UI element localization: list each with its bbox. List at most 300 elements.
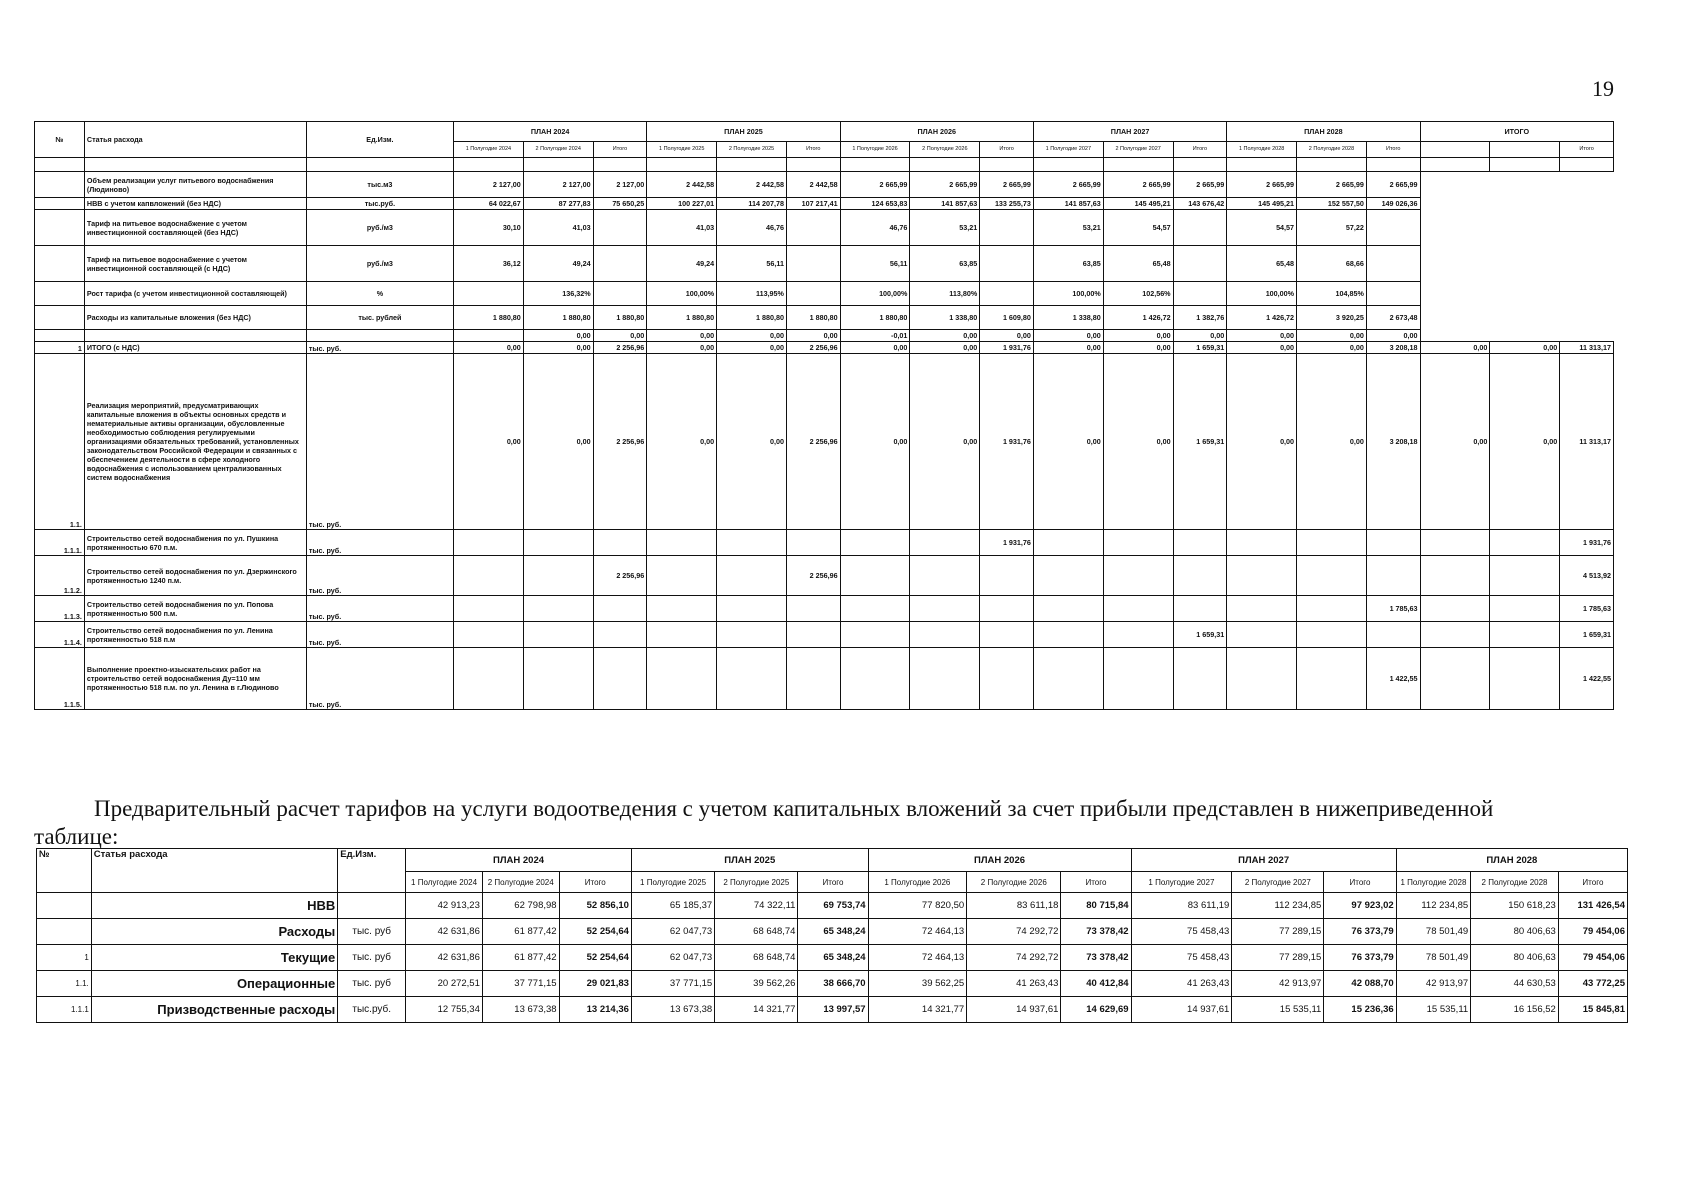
row-value bbox=[910, 556, 980, 596]
row-value: 54,57 bbox=[1103, 210, 1173, 246]
row-num: 1 bbox=[37, 945, 92, 971]
table-row bbox=[37, 997, 1628, 1023]
row-value: 1 931,76 bbox=[1560, 530, 1614, 556]
row-value: 77 820,50 bbox=[868, 893, 967, 919]
row-value bbox=[1103, 622, 1173, 648]
row-value: 0,00 bbox=[910, 342, 980, 354]
row-value bbox=[1173, 556, 1227, 596]
row-value: 2 673,48 bbox=[1366, 306, 1420, 330]
empty-cell bbox=[1490, 282, 1560, 306]
row-value: 1 880,80 bbox=[523, 306, 593, 330]
row-unit: тыс. руб. bbox=[306, 648, 453, 710]
row-value: 46,76 bbox=[717, 210, 787, 246]
row-value: 1 659,31 bbox=[1560, 622, 1614, 648]
row-value: 0,00 bbox=[1490, 342, 1560, 354]
table-row bbox=[35, 210, 1614, 246]
row-value: 36,12 bbox=[453, 246, 523, 282]
row-value: 37 771,15 bbox=[631, 971, 714, 997]
row-value bbox=[647, 648, 717, 710]
row-value bbox=[786, 648, 840, 710]
row-value: 65 348,24 bbox=[798, 945, 868, 971]
row-value: 11 313,17 bbox=[1560, 354, 1614, 530]
header-plan: ИТОГО bbox=[1420, 122, 1613, 142]
row-value: 2 665,99 bbox=[1366, 172, 1420, 198]
row-value bbox=[523, 530, 593, 556]
row-value bbox=[647, 556, 717, 596]
paragraph-line-1: Предварительный расчет тарифов на услуги водоотведения с учетом капитальных вложений за счет прибыли представлен в нижеприведенной bbox=[94, 796, 1494, 821]
row-item: НВВ с учетом капвложений (без НДС) bbox=[84, 198, 306, 210]
row-value: 1 931,76 bbox=[980, 354, 1034, 530]
row-value: 141 857,63 bbox=[910, 198, 980, 210]
spacer-cell bbox=[1103, 158, 1173, 172]
header-subperiod: 2 Полугодие 2027 bbox=[1232, 872, 1324, 893]
row-value: 74 292,72 bbox=[967, 945, 1061, 971]
row-value bbox=[453, 530, 523, 556]
row-num bbox=[35, 210, 85, 246]
row-value: 42 913,97 bbox=[1232, 971, 1324, 997]
header-subperiod: 1 Полугодие 2024 bbox=[406, 872, 483, 893]
row-value bbox=[1297, 530, 1367, 556]
row-num bbox=[35, 330, 85, 342]
row-value bbox=[717, 556, 787, 596]
row-value: 1 422,55 bbox=[1560, 648, 1614, 710]
header-subperiod: 1 Полугодие 2024 bbox=[453, 142, 523, 158]
row-value bbox=[453, 330, 523, 342]
empty-cell bbox=[1490, 330, 1560, 342]
row-value: 77 289,15 bbox=[1232, 945, 1324, 971]
row-value bbox=[840, 648, 910, 710]
table-row bbox=[35, 246, 1614, 282]
row-num: 1.1.5. bbox=[35, 648, 85, 710]
row-value: 40 412,84 bbox=[1061, 971, 1131, 997]
row-value: 1 382,76 bbox=[1173, 306, 1227, 330]
header-plan: ПЛАН 2027 bbox=[1131, 849, 1396, 872]
row-value: 87 277,83 bbox=[523, 198, 593, 210]
row-value: 1 931,76 bbox=[980, 342, 1034, 354]
row-value bbox=[1420, 648, 1490, 710]
row-num bbox=[35, 282, 85, 306]
row-value bbox=[1420, 556, 1490, 596]
row-value: 112 234,85 bbox=[1232, 893, 1324, 919]
spacer-cell bbox=[647, 158, 717, 172]
row-value bbox=[786, 622, 840, 648]
row-value: 52 254,64 bbox=[559, 945, 631, 971]
row-value bbox=[1366, 210, 1420, 246]
empty-cell bbox=[1490, 306, 1560, 330]
row-value bbox=[1297, 622, 1367, 648]
row-value: 2 442,58 bbox=[647, 172, 717, 198]
row-value: 0,00 bbox=[1173, 330, 1227, 342]
row-value bbox=[593, 596, 647, 622]
row-value: 1 785,63 bbox=[1366, 596, 1420, 622]
row-value: 0,00 bbox=[1227, 354, 1297, 530]
header-subperiod: 2 Полугодие 2027 bbox=[1103, 142, 1173, 158]
row-value: 13 214,36 bbox=[559, 997, 631, 1023]
row-value: 68 648,74 bbox=[715, 919, 798, 945]
row-value: 0,00 bbox=[717, 354, 787, 530]
row-value: 80 406,63 bbox=[1471, 945, 1559, 971]
row-value bbox=[786, 210, 840, 246]
header-item: Статья расхода bbox=[84, 122, 306, 158]
row-unit: тыс.руб. bbox=[306, 198, 453, 210]
header-subperiod: 1 Полугодие 2025 bbox=[631, 872, 714, 893]
row-value bbox=[593, 246, 647, 282]
row-value: 100,00% bbox=[647, 282, 717, 306]
spacer-cell bbox=[84, 158, 306, 172]
row-value bbox=[1173, 282, 1227, 306]
page-number: 19 bbox=[1592, 76, 1614, 101]
table-row bbox=[35, 354, 1614, 530]
header-subperiod bbox=[1490, 142, 1560, 158]
row-value: 61 877,42 bbox=[482, 919, 559, 945]
row-value: 145 495,21 bbox=[1227, 198, 1297, 210]
header-subperiod: 1 Полугодие 2026 bbox=[868, 872, 967, 893]
table-row bbox=[35, 306, 1614, 330]
spacer-cell bbox=[1033, 158, 1103, 172]
row-value: 141 857,63 bbox=[1033, 198, 1103, 210]
row-value: 112 234,85 bbox=[1396, 893, 1471, 919]
table-row bbox=[35, 530, 1614, 556]
table-row bbox=[35, 172, 1614, 198]
row-value bbox=[980, 210, 1034, 246]
row-value bbox=[980, 596, 1034, 622]
spacer-cell bbox=[1560, 158, 1614, 172]
row-value: 75 458,43 bbox=[1131, 945, 1232, 971]
row-value bbox=[1227, 530, 1297, 556]
row-num bbox=[37, 893, 92, 919]
row-value: 13 673,38 bbox=[631, 997, 714, 1023]
header-plan: ПЛАН 2027 bbox=[1033, 122, 1226, 142]
row-value: 46,76 bbox=[840, 210, 910, 246]
row-value: 41 263,43 bbox=[967, 971, 1061, 997]
row-value: 29 021,83 bbox=[559, 971, 631, 997]
row-unit: тыс.руб. bbox=[338, 997, 406, 1023]
row-value: 53,21 bbox=[1033, 210, 1103, 246]
row-value: 97 923,02 bbox=[1324, 893, 1396, 919]
row-value: 65 348,24 bbox=[798, 919, 868, 945]
row-value: 0,00 bbox=[453, 342, 523, 354]
row-value: 80 715,84 bbox=[1061, 893, 1131, 919]
table-row bbox=[37, 893, 1628, 919]
header-item: Статья расхода bbox=[91, 849, 338, 893]
empty-cell bbox=[1420, 282, 1490, 306]
table-row bbox=[37, 919, 1628, 945]
row-value bbox=[910, 596, 980, 622]
row-value: 44 630,53 bbox=[1471, 971, 1559, 997]
row-value: 79 454,06 bbox=[1558, 945, 1627, 971]
row-value: 113,80% bbox=[910, 282, 980, 306]
row-unit bbox=[338, 893, 406, 919]
row-value: 0,00 bbox=[786, 330, 840, 342]
row-value: 0,00 bbox=[1490, 354, 1560, 530]
row-value bbox=[1420, 530, 1490, 556]
row-value: 1 426,72 bbox=[1103, 306, 1173, 330]
row-value: 0,00 bbox=[717, 342, 787, 354]
row-value: 0,00 bbox=[647, 330, 717, 342]
row-value bbox=[1366, 556, 1420, 596]
spacer-cell bbox=[35, 158, 85, 172]
row-value: 0,00 bbox=[1103, 354, 1173, 530]
row-value: 30,10 bbox=[453, 210, 523, 246]
row-value: 75 650,25 bbox=[593, 198, 647, 210]
row-value: 100,00% bbox=[1227, 282, 1297, 306]
row-value bbox=[1227, 556, 1297, 596]
row-value: 2 127,00 bbox=[593, 172, 647, 198]
row-value: 2 442,58 bbox=[717, 172, 787, 198]
header-subperiod: 2 Полугодие 2025 bbox=[715, 872, 798, 893]
row-value: 3 208,18 bbox=[1366, 354, 1420, 530]
row-value: 143 676,42 bbox=[1173, 198, 1227, 210]
row-value: 2 256,96 bbox=[593, 556, 647, 596]
row-item bbox=[84, 330, 306, 342]
row-value bbox=[980, 556, 1034, 596]
row-value bbox=[980, 246, 1034, 282]
row-item: ИТОГО (с НДС) bbox=[84, 342, 306, 354]
row-value bbox=[1297, 648, 1367, 710]
row-value: 0,00 bbox=[840, 342, 910, 354]
table-row bbox=[35, 198, 1614, 210]
row-value: 72 464,13 bbox=[868, 945, 967, 971]
row-value: 42 913,97 bbox=[1396, 971, 1471, 997]
row-value: 56,11 bbox=[717, 246, 787, 282]
spacer-cell bbox=[786, 158, 840, 172]
row-num: 1.1.1 bbox=[37, 997, 92, 1023]
row-item: Расходы bbox=[91, 919, 338, 945]
header-unit: Ед.Изм. bbox=[338, 849, 406, 893]
row-value: 0,00 bbox=[840, 354, 910, 530]
row-value bbox=[593, 622, 647, 648]
spacer-cell bbox=[840, 158, 910, 172]
row-value: 15 535,11 bbox=[1396, 997, 1471, 1023]
row-value: 62 798,98 bbox=[482, 893, 559, 919]
row-value bbox=[1173, 210, 1227, 246]
row-value: 0,00 bbox=[1297, 330, 1367, 342]
row-value bbox=[647, 530, 717, 556]
row-item: Рост тарифа (с учетом инвестиционной составляющей) bbox=[84, 282, 306, 306]
row-value bbox=[647, 596, 717, 622]
row-item: Строительство сетей водоснабжения по ул. Попова протяженностью 500 п.м. bbox=[84, 596, 306, 622]
row-value: 2 256,96 bbox=[786, 342, 840, 354]
empty-cell bbox=[1420, 330, 1490, 342]
row-value bbox=[1103, 530, 1173, 556]
row-value bbox=[1103, 556, 1173, 596]
header-plan: ПЛАН 2028 bbox=[1227, 122, 1420, 142]
header-plan: ПЛАН 2024 bbox=[453, 122, 646, 142]
empty-cell bbox=[1560, 330, 1614, 342]
row-value: 52 856,10 bbox=[559, 893, 631, 919]
row-value: 13 673,38 bbox=[482, 997, 559, 1023]
header-subperiod: 1 Полугодие 2025 bbox=[647, 142, 717, 158]
spacer-cell bbox=[980, 158, 1034, 172]
row-value bbox=[1227, 648, 1297, 710]
row-value: 2 256,96 bbox=[786, 354, 840, 530]
row-value: 1 880,80 bbox=[786, 306, 840, 330]
row-num: 1.1. bbox=[35, 354, 85, 530]
header-subperiod: 1 Полугодие 2028 bbox=[1227, 142, 1297, 158]
row-value bbox=[1173, 246, 1227, 282]
row-num bbox=[35, 198, 85, 210]
row-value bbox=[1033, 622, 1103, 648]
row-value: 83 611,19 bbox=[1131, 893, 1232, 919]
row-value: 12 755,34 bbox=[406, 997, 483, 1023]
table-row bbox=[35, 330, 1614, 342]
row-value bbox=[910, 622, 980, 648]
header-num: № bbox=[37, 849, 92, 893]
row-value bbox=[523, 596, 593, 622]
row-value: 37 771,15 bbox=[482, 971, 559, 997]
row-item: НВВ bbox=[91, 893, 338, 919]
row-value bbox=[523, 556, 593, 596]
header-subperiod: Итого bbox=[798, 872, 868, 893]
row-value bbox=[1033, 596, 1103, 622]
row-unit: тыс. руб bbox=[338, 919, 406, 945]
row-num: 1.1.3. bbox=[35, 596, 85, 622]
row-value: 77 289,15 bbox=[1232, 919, 1324, 945]
row-value: 49,24 bbox=[523, 246, 593, 282]
row-value bbox=[1490, 596, 1560, 622]
row-value: 79 454,06 bbox=[1558, 919, 1627, 945]
header-plan: ПЛАН 2024 bbox=[406, 849, 632, 872]
row-unit: тыс. руб. bbox=[306, 556, 453, 596]
row-value: 65,48 bbox=[1227, 246, 1297, 282]
header-subperiod: 1 Полугодие 2028 bbox=[1396, 872, 1471, 893]
row-num: 1.1. bbox=[37, 971, 92, 997]
row-value: 0,00 bbox=[1297, 342, 1367, 354]
row-value bbox=[1490, 530, 1560, 556]
header-subperiod: 2 Полугодие 2025 bbox=[717, 142, 787, 158]
table-row bbox=[35, 342, 1614, 354]
row-value: 42 631,86 bbox=[406, 919, 483, 945]
row-item: Строительство сетей водоснабжения по ул. Ленина протяженностью 518 п.м bbox=[84, 622, 306, 648]
row-value: 150 618,23 bbox=[1471, 893, 1559, 919]
row-value: 15 845,81 bbox=[1558, 997, 1627, 1023]
row-value: 49,24 bbox=[647, 246, 717, 282]
row-value: 145 495,21 bbox=[1103, 198, 1173, 210]
header-plan: ПЛАН 2026 bbox=[868, 849, 1131, 872]
row-value: 1 931,76 bbox=[980, 530, 1034, 556]
table-row bbox=[35, 282, 1614, 306]
row-value bbox=[647, 622, 717, 648]
row-value bbox=[1490, 622, 1560, 648]
row-value bbox=[593, 282, 647, 306]
header-subperiod: Итого bbox=[980, 142, 1034, 158]
row-item: Выполнение проектно-изыскательских работ на строительство сетей водоснабжения Ду=110 мм протяженностью 518 п.м. по ул. Ленина в г.Людиново bbox=[84, 648, 306, 710]
row-value bbox=[1366, 246, 1420, 282]
row-value: 42 631,86 bbox=[406, 945, 483, 971]
row-value: 2 665,99 bbox=[980, 172, 1034, 198]
row-value: 2 127,00 bbox=[453, 172, 523, 198]
row-unit: тыс. руб. bbox=[306, 342, 453, 354]
empty-cell bbox=[1490, 210, 1560, 246]
row-value bbox=[1033, 556, 1103, 596]
row-value: 124 653,83 bbox=[840, 198, 910, 210]
row-value: 0,00 bbox=[523, 342, 593, 354]
row-value: 3 920,25 bbox=[1297, 306, 1367, 330]
row-value bbox=[1366, 622, 1420, 648]
row-value: 0,00 bbox=[593, 330, 647, 342]
row-value: 42 913,23 bbox=[406, 893, 483, 919]
row-value: 56,11 bbox=[840, 246, 910, 282]
row-value: 78 501,49 bbox=[1396, 919, 1471, 945]
header-subperiod: 1 Полугодие 2027 bbox=[1131, 872, 1232, 893]
row-value bbox=[593, 210, 647, 246]
spacer-cell bbox=[1297, 158, 1367, 172]
row-value: 0,00 bbox=[1033, 330, 1103, 342]
row-value bbox=[453, 556, 523, 596]
row-value: 11 313,17 bbox=[1560, 342, 1614, 354]
row-value: 14 321,77 bbox=[715, 997, 798, 1023]
empty-cell bbox=[1420, 306, 1490, 330]
sewerage-tariff-table bbox=[36, 848, 1628, 1023]
row-value: 113,95% bbox=[717, 282, 787, 306]
row-value: 2 665,99 bbox=[1103, 172, 1173, 198]
row-value bbox=[980, 282, 1034, 306]
row-unit: тыс. руб bbox=[338, 945, 406, 971]
row-value bbox=[1173, 530, 1227, 556]
row-unit: руб./м3 bbox=[306, 210, 453, 246]
row-value: 73 378,42 bbox=[1061, 945, 1131, 971]
header-plan: ПЛАН 2026 bbox=[840, 122, 1033, 142]
empty-cell bbox=[1420, 246, 1490, 282]
row-num: 1.1.2. bbox=[35, 556, 85, 596]
row-value: 43 772,25 bbox=[1558, 971, 1627, 997]
row-value bbox=[1227, 596, 1297, 622]
header-subperiod bbox=[1420, 142, 1490, 158]
row-unit bbox=[306, 330, 453, 342]
row-value: 76 373,79 bbox=[1324, 945, 1396, 971]
row-value: 15 535,11 bbox=[1232, 997, 1324, 1023]
row-value: 1 785,63 bbox=[1560, 596, 1614, 622]
header-subperiod: 2 Полугодие 2026 bbox=[967, 872, 1061, 893]
row-value bbox=[786, 530, 840, 556]
row-value: 78 501,49 bbox=[1396, 945, 1471, 971]
empty-cell bbox=[1420, 172, 1490, 198]
row-value: 1 659,31 bbox=[1173, 622, 1227, 648]
row-value bbox=[840, 556, 910, 596]
spacer-cell bbox=[1420, 158, 1490, 172]
row-value bbox=[453, 648, 523, 710]
row-unit: тыс. руб bbox=[338, 971, 406, 997]
row-value: 100,00% bbox=[840, 282, 910, 306]
row-value bbox=[453, 622, 523, 648]
row-value bbox=[1366, 530, 1420, 556]
row-value bbox=[786, 596, 840, 622]
row-value: 0,00 bbox=[523, 330, 593, 342]
row-value: 0,00 bbox=[647, 354, 717, 530]
row-value: 1 880,80 bbox=[593, 306, 647, 330]
row-num bbox=[35, 172, 85, 198]
row-value bbox=[593, 648, 647, 710]
header-unit: Ед.Изм. bbox=[306, 122, 453, 158]
row-value: 100,00% bbox=[1033, 282, 1103, 306]
row-value: 1 426,72 bbox=[1227, 306, 1297, 330]
row-value: 41,03 bbox=[647, 210, 717, 246]
header-subperiod: Итого bbox=[1560, 142, 1614, 158]
spacer-cell bbox=[453, 158, 523, 172]
row-value: 13 997,57 bbox=[798, 997, 868, 1023]
row-value: 1 422,55 bbox=[1366, 648, 1420, 710]
empty-cell bbox=[1560, 282, 1614, 306]
row-value: 68 648,74 bbox=[715, 945, 798, 971]
row-value: 14 321,77 bbox=[868, 997, 967, 1023]
spacer-cell bbox=[1490, 158, 1560, 172]
row-value: 1 338,80 bbox=[910, 306, 980, 330]
row-value: 52 254,64 bbox=[559, 919, 631, 945]
row-value: 42 088,70 bbox=[1324, 971, 1396, 997]
row-value: 131 426,54 bbox=[1558, 893, 1627, 919]
table-row bbox=[35, 596, 1614, 622]
row-value bbox=[1103, 648, 1173, 710]
